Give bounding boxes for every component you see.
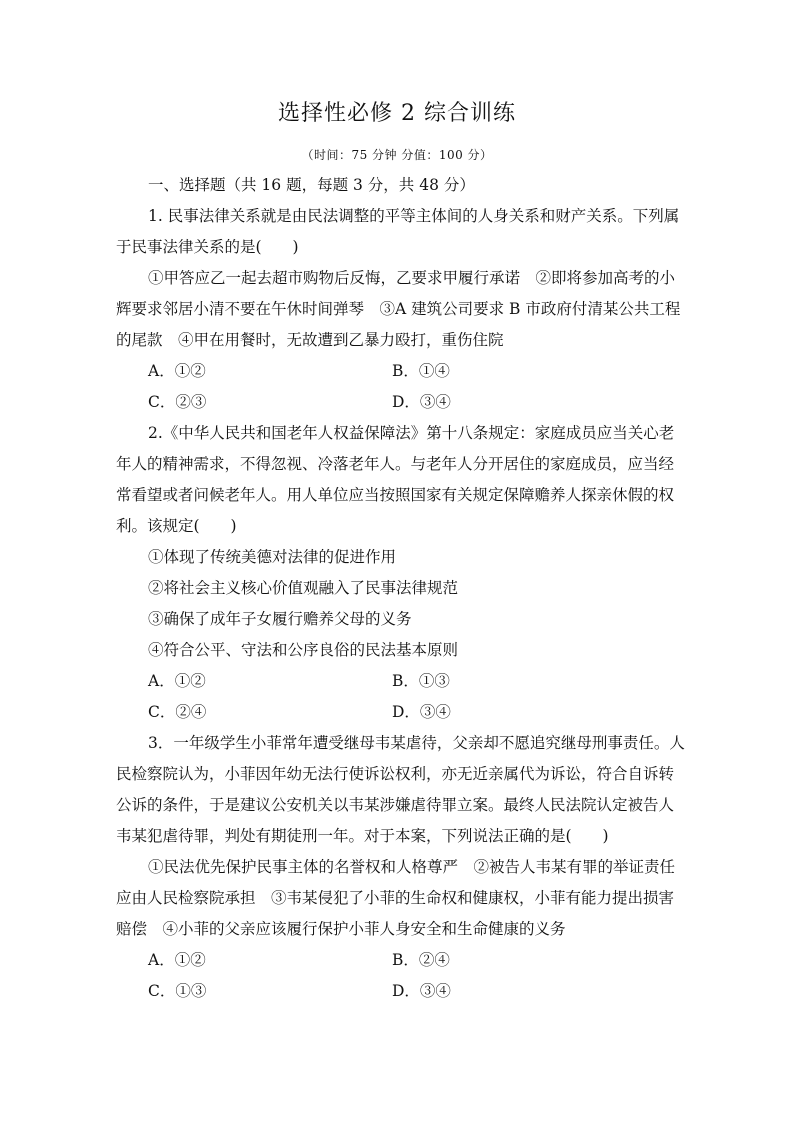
section-heading: 一、选择题（共 16 题，每题 3 分，共 48 分） (148, 176, 475, 194)
option-a: A．①② (148, 672, 206, 690)
options-row (116, 356, 686, 387)
options-row (116, 697, 686, 728)
option-b: B．②④ (392, 951, 450, 969)
question-2 (116, 418, 686, 728)
option-d: D．③④ (392, 703, 451, 721)
options-row (116, 945, 686, 976)
question-stem: 3．一年级学生小菲常年遭受继母韦某虐待，父亲却不愿追究继母刑事责任。人民检察院认为，小菲因年幼无法行使诉讼权利，亦无近亲属代为诉讼，符合自诉转公诉的条件，于是建议公安机关以韦某涉嫌虐待罪立案。最终人民法院认定被告人韦某犯虐待罪，判处有期徒刑一年。对于本案，下列说法正确的是( ) (116, 734, 685, 845)
question-statements: ①甲答应乙一起去超市购物后反悔，乙要求甲履行承诺 ②即将参加高考的小辉要求邻居小清不要在午休时间弹琴 ③A 建筑公司要求 B 市政府付清某公共工程的尾款 ④甲在用餐时，无故遭到乙暴力殴打，重伤住院 (116, 269, 681, 349)
option-b: B．①③ (392, 672, 450, 690)
options-row (116, 666, 686, 697)
option-a: A．①② (148, 362, 206, 380)
statement-4: ④符合公平、守法和公序良俗的民法基本原则 (148, 641, 459, 659)
options-row (116, 387, 686, 418)
option-a: A．①② (148, 951, 206, 969)
option-c: C．①③ (148, 982, 207, 1000)
option-d: D．③④ (392, 393, 451, 411)
question-stem: 1. 民事法律关系就是由民法调整的平等主体间的人身关系和财产关系。下列属于民事法律关系的是( ) (116, 207, 680, 256)
statement-3: ③确保了成年子女履行赡养父母的义务 (148, 610, 412, 628)
option-b: B．①④ (392, 362, 450, 380)
page-title: 选择性必修 2 综合训练 (278, 101, 516, 126)
time-and-score-info: （时间：75 分钟 分值：100 分） (301, 148, 493, 162)
question-1 (116, 201, 686, 418)
options-row (116, 976, 686, 1007)
option-c: C．②③ (148, 393, 207, 411)
statement-1: ①体现了传统美德对法律的促进作用 (148, 548, 397, 566)
document-body (116, 170, 686, 1007)
question-stem: 2.《中华人民共和国老年人权益保障法》第十八条规定：家庭成员应当关心老年人的精神需求，不得忽视、冷落老年人。与老年人分开居住的家庭成员，应当经常看望或者问候老年人。用人单位应当按照国家有关规定保障赡养人探亲休假的权利。该规定( ) (116, 424, 675, 535)
statement-2: ②将社会主义核心价值观融入了民事法律规范 (148, 579, 459, 597)
option-c: C．②④ (148, 703, 207, 721)
question-3 (116, 728, 686, 1007)
option-d: D．③④ (392, 982, 451, 1000)
question-statements: ①民法优先保护民事主体的名誉权和人格尊严 ②被告人韦某有罪的举证责任应由人民检察院承担 ③韦某侵犯了小菲的生命权和健康权，小菲有能力提出损害赔偿 ④小菲的父亲应该履行保护小菲人身安全和生命健康的义务 (116, 858, 676, 938)
